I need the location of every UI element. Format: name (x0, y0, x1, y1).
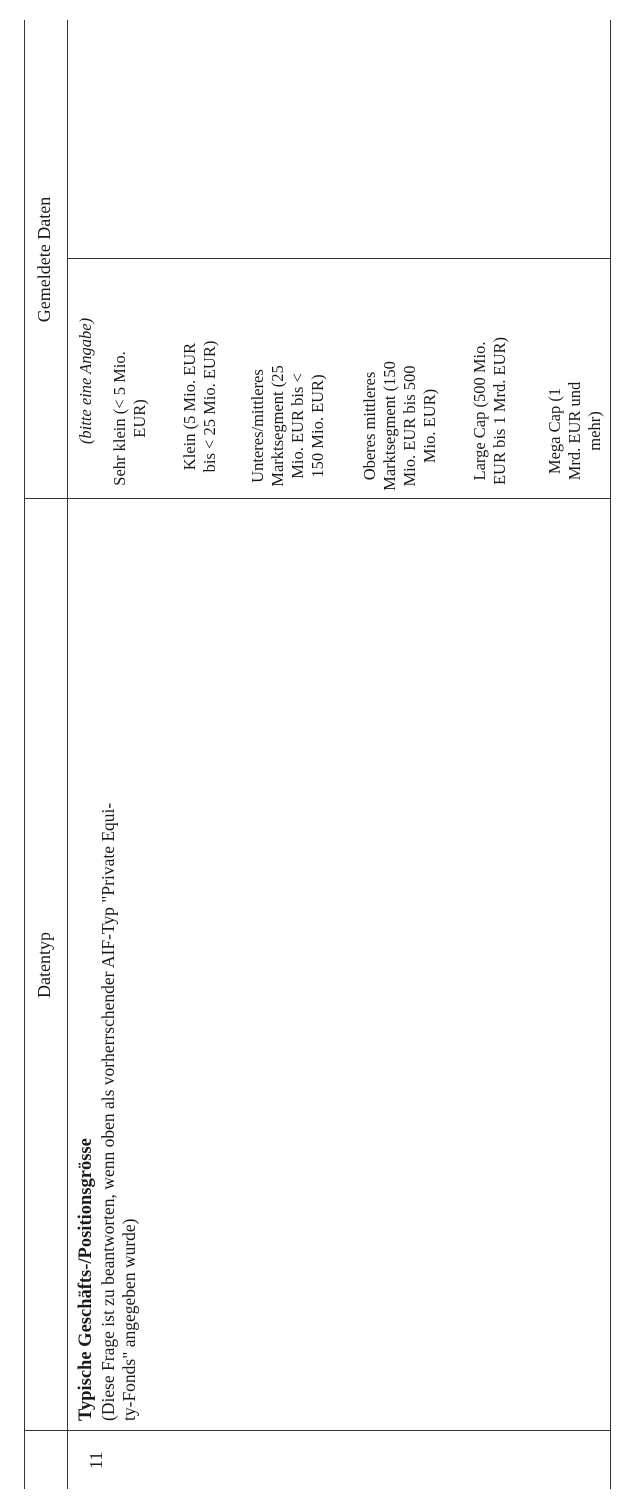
header-bottom-rule (67, 20, 68, 1489)
header-gemeldete-daten: Gemeldete Daten (34, 196, 54, 323)
row-title: Typische Geschäfts-/Positionsgrösse (76, 1138, 96, 1421)
option-mega-cap: Mega Cap (1 Mrd. EUR und mehr) (545, 381, 604, 481)
option-oberes-mittleres: Oberes mittleres Marktsegment (150 Mio. EUR bis 500 Mio. EUR) (360, 361, 439, 491)
table-bottom-rule (610, 20, 611, 1489)
row-number: 11 (86, 1451, 106, 1469)
row-description-line-2: ty-Fonds" angegeben wurde) (119, 1218, 139, 1421)
datentyp-column-divider (24, 498, 610, 499)
options-subcolumn-divider (67, 258, 610, 259)
option-instruction: (bitte eine Angabe) (76, 317, 95, 445)
header-datentyp: Datentyp (34, 932, 54, 998)
option-unteres-mittleres: Unteres/mittleres Marktsegment (25 Mio. EUR bis < 150 Mio. EUR) (248, 365, 327, 487)
number-column-divider (24, 1430, 610, 1431)
option-large-cap: Large Cap (500 Mio. EUR bis 1 Mrd. EUR) (470, 336, 509, 486)
option-klein: Klein (5 Mio. EUR bis < 25 Mio. EUR) (180, 340, 219, 473)
option-sehr-klein: Sehr klein (< 5 Mio. EUR) (110, 351, 149, 486)
row-description-line-1: (Diese Frage ist zu beantworten, wenn oben als vorherrschender AIF-Typ "Private Equi- (98, 802, 118, 1421)
table-top-rule (24, 20, 25, 1489)
